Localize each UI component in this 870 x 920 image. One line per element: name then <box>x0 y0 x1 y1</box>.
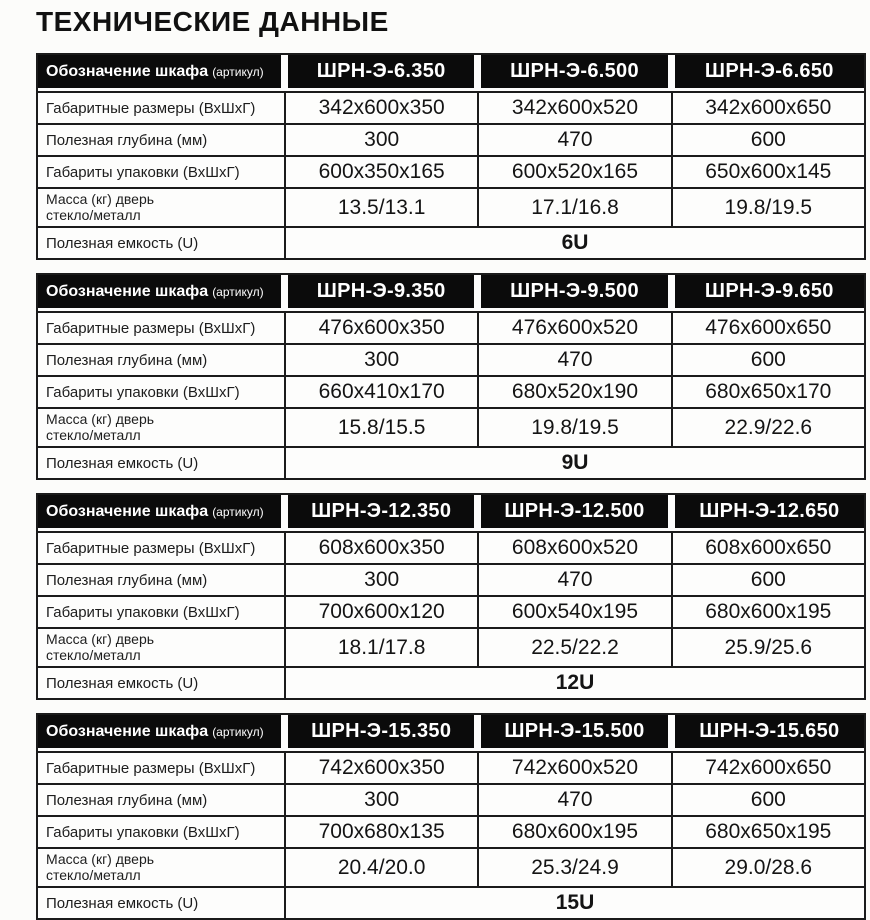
value-cell: 680x650x170 <box>671 377 864 407</box>
value-cell: 608x600x650 <box>671 533 864 563</box>
model-header: ШРН-Э-9.500 <box>481 275 667 308</box>
designation-header-cell <box>38 55 281 88</box>
row-label: Габариты упаковки (ВхШхГ) <box>46 823 240 841</box>
table-row-capacity <box>38 886 864 918</box>
value-cell: 600x520x165 <box>477 157 670 187</box>
mass-label-line1: Масса (кг) дверь <box>46 851 155 868</box>
row-label <box>38 189 284 226</box>
value-cell: 700x600x120 <box>284 597 477 627</box>
table-row-depth <box>38 563 864 595</box>
row-label: Габаритные размеры (ВхШхГ) <box>46 759 256 777</box>
model-header: ШРН-Э-6.350 <box>288 55 474 88</box>
row-label: Габариты упаковки (ВхШхГ) <box>46 163 240 181</box>
model-header: ШРН-Э-15.500 <box>481 715 667 748</box>
designation-note: (артикул) <box>212 64 264 79</box>
model-header: ШРН-Э-6.500 <box>481 55 667 88</box>
value-cell: 29.0/28.6 <box>671 849 864 886</box>
row-label: Полезная емкость (U) <box>46 454 199 472</box>
designation-label: Обозначение шкафа <box>46 722 209 740</box>
table-row-packaging <box>38 375 864 407</box>
value-cell: 680x600x195 <box>671 597 864 627</box>
value-cell: 470 <box>477 125 670 155</box>
value-cell: 600 <box>671 785 864 815</box>
table-header-row <box>38 495 864 528</box>
spec-table-9u <box>36 273 866 480</box>
value-cell: 608x600x350 <box>284 533 477 563</box>
model-header: ШРН-Э-9.350 <box>288 275 474 308</box>
model-header: ШРН-Э-9.650 <box>675 275 864 308</box>
designation-note: (артикул) <box>212 724 264 739</box>
table-header-row <box>38 715 864 748</box>
spec-table-12u <box>36 493 866 700</box>
row-label: Полезная глубина (мм) <box>46 791 208 809</box>
model-header: ШРН-Э-12.350 <box>288 495 474 528</box>
capacity-value: 15U <box>284 888 864 918</box>
row-label: Полезная глубина (мм) <box>46 571 208 589</box>
value-cell: 476x600x650 <box>671 313 864 343</box>
table-row-mass <box>38 627 864 666</box>
value-cell: 25.9/25.6 <box>671 629 864 666</box>
row-label: Габаритные размеры (ВхШхГ) <box>46 99 256 117</box>
model-header: ШРН-Э-15.650 <box>675 715 864 748</box>
table-row-dimensions <box>38 751 864 783</box>
value-cell: 608x600x520 <box>477 533 670 563</box>
value-cell: 25.3/24.9 <box>477 849 670 886</box>
mass-label-line1: Масса (кг) дверь <box>46 191 155 208</box>
value-cell: 20.4/20.0 <box>284 849 477 886</box>
value-cell: 742x600x520 <box>477 753 670 783</box>
mass-label-line2: стекло/металл <box>46 866 141 883</box>
value-cell: 600 <box>671 345 864 375</box>
value-cell: 300 <box>284 345 477 375</box>
value-cell: 300 <box>284 565 477 595</box>
value-cell: 476x600x350 <box>284 313 477 343</box>
capacity-value: 12U <box>284 668 864 698</box>
value-cell: 650x600x145 <box>671 157 864 187</box>
row-label: Габариты упаковки (ВхШхГ) <box>46 603 240 621</box>
table-row-mass <box>38 407 864 446</box>
value-cell: 19.8/19.5 <box>671 189 864 226</box>
row-label: Полезная глубина (мм) <box>46 351 208 369</box>
row-label <box>38 849 284 886</box>
value-cell: 680x600x195 <box>477 817 670 847</box>
designation-header-cell <box>38 275 281 308</box>
table-row-packaging <box>38 155 864 187</box>
row-label: Габаритные размеры (ВхШхГ) <box>46 319 256 337</box>
row-label: Габариты упаковки (ВхШхГ) <box>46 383 240 401</box>
value-cell: 13.5/13.1 <box>284 189 477 226</box>
value-cell: 600x350x165 <box>284 157 477 187</box>
value-cell: 342x600x350 <box>284 93 477 123</box>
designation-label: Обозначение шкафа <box>46 502 209 520</box>
table-row-depth <box>38 123 864 155</box>
value-cell: 600x540x195 <box>477 597 670 627</box>
spec-table-6u <box>36 53 866 260</box>
value-cell: 600 <box>671 125 864 155</box>
value-cell: 300 <box>284 125 477 155</box>
value-cell: 17.1/16.8 <box>477 189 670 226</box>
capacity-value: 9U <box>284 448 864 478</box>
table-header-row <box>38 275 864 308</box>
designation-note: (артикул) <box>212 504 264 519</box>
table-row-dimensions <box>38 91 864 123</box>
model-header: ШРН-Э-15.350 <box>288 715 474 748</box>
value-cell: 22.5/22.2 <box>477 629 670 666</box>
value-cell: 680x520x190 <box>477 377 670 407</box>
value-cell: 700x680x135 <box>284 817 477 847</box>
row-label: Полезная емкость (U) <box>46 894 199 912</box>
value-cell: 22.9/22.6 <box>671 409 864 446</box>
row-label: Полезная емкость (U) <box>46 234 199 252</box>
designation-label: Обозначение шкафа <box>46 62 209 80</box>
row-label: Полезная глубина (мм) <box>46 131 208 149</box>
table-row-dimensions <box>38 531 864 563</box>
page-title: ТЕХНИЧЕСКИЕ ДАННЫЕ <box>36 6 389 37</box>
value-cell: 470 <box>477 565 670 595</box>
model-header: ШРН-Э-12.500 <box>481 495 667 528</box>
row-label: Полезная емкость (U) <box>46 674 199 692</box>
table-row-depth <box>38 783 864 815</box>
row-label: Габаритные размеры (ВхШхГ) <box>46 539 256 557</box>
mass-label-line2: стекло/металл <box>46 426 141 443</box>
value-cell: 19.8/19.5 <box>477 409 670 446</box>
table-row-capacity <box>38 666 864 698</box>
model-header: ШРН-Э-12.650 <box>675 495 864 528</box>
value-cell: 470 <box>477 785 670 815</box>
designation-header-cell <box>38 495 281 528</box>
value-cell: 470 <box>477 345 670 375</box>
mass-label-line1: Масса (кг) дверь <box>46 631 155 648</box>
mass-label-line2: стекло/металл <box>46 206 141 223</box>
value-cell: 15.8/15.5 <box>284 409 477 446</box>
row-label <box>38 409 284 446</box>
spec-table-15u <box>36 713 866 920</box>
mass-label-line1: Масса (кг) дверь <box>46 411 155 428</box>
capacity-value: 6U <box>284 228 864 258</box>
designation-header-cell <box>38 715 281 748</box>
table-row-depth <box>38 343 864 375</box>
table-row-mass <box>38 187 864 226</box>
mass-label-line2: стекло/металл <box>46 646 141 663</box>
value-cell: 342x600x650 <box>671 93 864 123</box>
table-header-row <box>38 55 864 88</box>
table-row-capacity <box>38 226 864 258</box>
value-cell: 680x650x195 <box>671 817 864 847</box>
model-header: ШРН-Э-6.650 <box>675 55 864 88</box>
designation-note: (артикул) <box>212 284 264 299</box>
value-cell: 742x600x650 <box>671 753 864 783</box>
designation-label: Обозначение шкафа <box>46 282 209 300</box>
table-row-packaging <box>38 595 864 627</box>
row-label <box>38 629 284 666</box>
value-cell: 476x600x520 <box>477 313 670 343</box>
table-row-packaging <box>38 815 864 847</box>
value-cell: 342x600x520 <box>477 93 670 123</box>
value-cell: 300 <box>284 785 477 815</box>
value-cell: 742x600x350 <box>284 753 477 783</box>
value-cell: 18.1/17.8 <box>284 629 477 666</box>
table-row-mass <box>38 847 864 886</box>
value-cell: 660x410x170 <box>284 377 477 407</box>
table-row-capacity <box>38 446 864 478</box>
value-cell: 600 <box>671 565 864 595</box>
table-row-dimensions <box>38 311 864 343</box>
